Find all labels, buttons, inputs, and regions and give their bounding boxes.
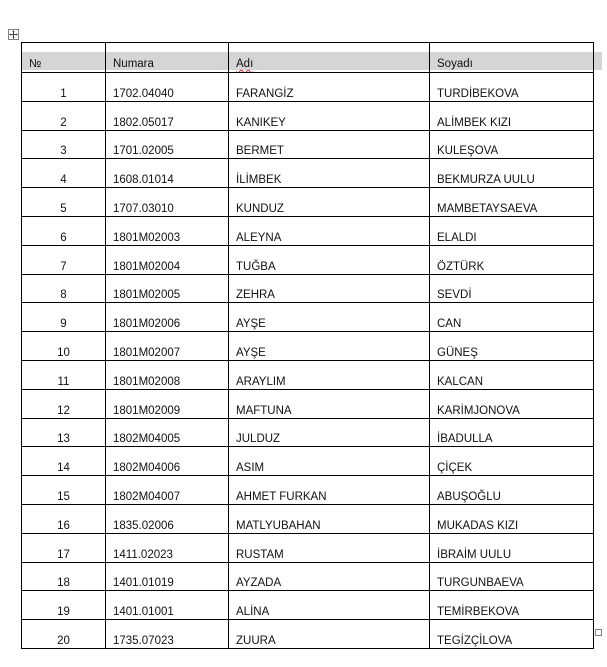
cell-no: 13 [22,418,106,447]
cell-soyadi: ELALDI [430,216,594,245]
cell-soyadi: TEMİRBEKOVA [430,591,594,620]
cell-no: 5 [22,188,106,217]
cell-numara: 1801M02008 [106,360,229,389]
cell-soyadi: ÇİÇEK [430,447,594,476]
cell-numara: 1802M04006 [106,447,229,476]
cell-no: 4 [22,159,106,188]
cell-numara: 1801M02007 [106,332,229,361]
cell-soyadi: KARİMJONOVA [430,389,594,418]
table-row [22,476,594,505]
cell-no: 17 [22,533,106,562]
cell-no: 12 [22,389,106,418]
table-row [22,332,594,361]
cell-no: 2 [22,101,106,130]
cell-adi: AYŞE [229,332,430,361]
cell-soyadi: MUKADAS KIZI [430,504,594,533]
cell-adi: AYZADA [229,562,430,591]
cell-adi: TUĞBA [229,245,430,274]
cell-adi: ZEHRA [229,274,430,303]
cell-numara: 1401.01001 [106,591,229,620]
table-row [22,360,594,389]
table-row [22,303,594,332]
cell-no: 16 [22,504,106,533]
cell-adi: AHMET FURKAN [229,476,430,505]
cell-adi: AYŞE [229,303,430,332]
header-numara: Numara [106,43,229,73]
header-soyadi: Soyadı [430,43,594,73]
cell-numara: 1801M02004 [106,245,229,274]
table-row [22,504,594,533]
table-row [22,101,594,130]
cell-adi: FARANGİZ [229,73,430,102]
cell-adi: MATLYUBAHAN [229,504,430,533]
cell-no: 10 [22,332,106,361]
cell-numara: 1707.03010 [106,188,229,217]
table-move-handle-icon[interactable] [8,29,19,40]
cell-numara: 1835.02006 [106,504,229,533]
cell-adi: KUNDUZ [229,188,430,217]
header-no: № [22,43,106,73]
cell-adi: ALEYNA [229,216,430,245]
cell-no: 19 [22,591,106,620]
cell-adi: ZUURA [229,620,430,649]
cell-numara: 1608.01014 [106,159,229,188]
table-row [22,188,594,217]
student-table [21,42,594,649]
cell-numara: 1411.02023 [106,533,229,562]
cell-numara: 1701.02005 [106,130,229,159]
cell-no: 8 [22,274,106,303]
table-row [22,418,594,447]
cell-no: 20 [22,620,106,649]
table-row [22,245,594,274]
cell-no: 15 [22,476,106,505]
table-row [22,533,594,562]
cell-numara: 1802.05017 [106,101,229,130]
cell-numara: 1801M02009 [106,389,229,418]
cell-no: 1 [22,73,106,102]
cell-soyadi: İBADULLA [430,418,594,447]
header-adi [229,43,430,73]
cell-soyadi: BEKMURZA UULU [430,159,594,188]
cell-soyadi: ABUŞOĞLU [430,476,594,505]
table-row [22,159,594,188]
cell-adi: İLİMBEK [229,159,430,188]
table-header-row [22,43,594,73]
table-row [22,562,594,591]
cell-adi: ARAYLIM [229,360,430,389]
cell-numara: 1802M04007 [106,476,229,505]
cell-soyadi: TEGİZÇİLOVA [430,620,594,649]
cell-soyadi: ÖZTÜRK [430,245,594,274]
cell-no: 6 [22,216,106,245]
cell-adi: MAFTUNA [229,389,430,418]
cell-no: 9 [22,303,106,332]
table-row [22,591,594,620]
cell-no: 7 [22,245,106,274]
cell-adi: BERMET [229,130,430,159]
cell-adi: KANIKEY [229,101,430,130]
cell-numara: 1801M02005 [106,274,229,303]
cell-no: 18 [22,562,106,591]
cell-soyadi: TURDİBEKOVA [430,73,594,102]
cell-adi: ALİNA [229,591,430,620]
cell-numara: 1801M02006 [106,303,229,332]
cell-no: 3 [22,130,106,159]
cell-soyadi: TURGUNBAEVA [430,562,594,591]
cell-soyadi: İBRAİM UULU [430,533,594,562]
cell-numara: 1802M04005 [106,418,229,447]
table-row [22,389,594,418]
table-row [22,620,594,649]
cell-adi: JULDUZ [229,418,430,447]
cell-soyadi: CAN [430,303,594,332]
cell-adi: ASIM [229,447,430,476]
cell-numara: 1702.04040 [106,73,229,102]
table-resize-handle-icon[interactable] [595,629,602,636]
cell-soyadi: KALCAN [430,360,594,389]
table-row [22,274,594,303]
cell-numara: 1401.01019 [106,562,229,591]
cell-no: 14 [22,447,106,476]
cell-numara: 1801M02003 [106,216,229,245]
cell-adi: RUSTAM [229,533,430,562]
cell-soyadi: ALİMBEK KIZI [430,101,594,130]
cell-soyadi: GÜNEŞ [430,332,594,361]
table-row [22,216,594,245]
header-adi-text: Adı [236,58,254,70]
cell-soyadi: KULEŞOVA [430,130,594,159]
table-row [22,447,594,476]
cell-no: 11 [22,360,106,389]
table-row [22,73,594,102]
cell-numara: 1735.07023 [106,620,229,649]
table-row [22,130,594,159]
cell-soyadi: SEVDİ [430,274,594,303]
cell-soyadi: MAMBETAYSAEVA [430,188,594,217]
